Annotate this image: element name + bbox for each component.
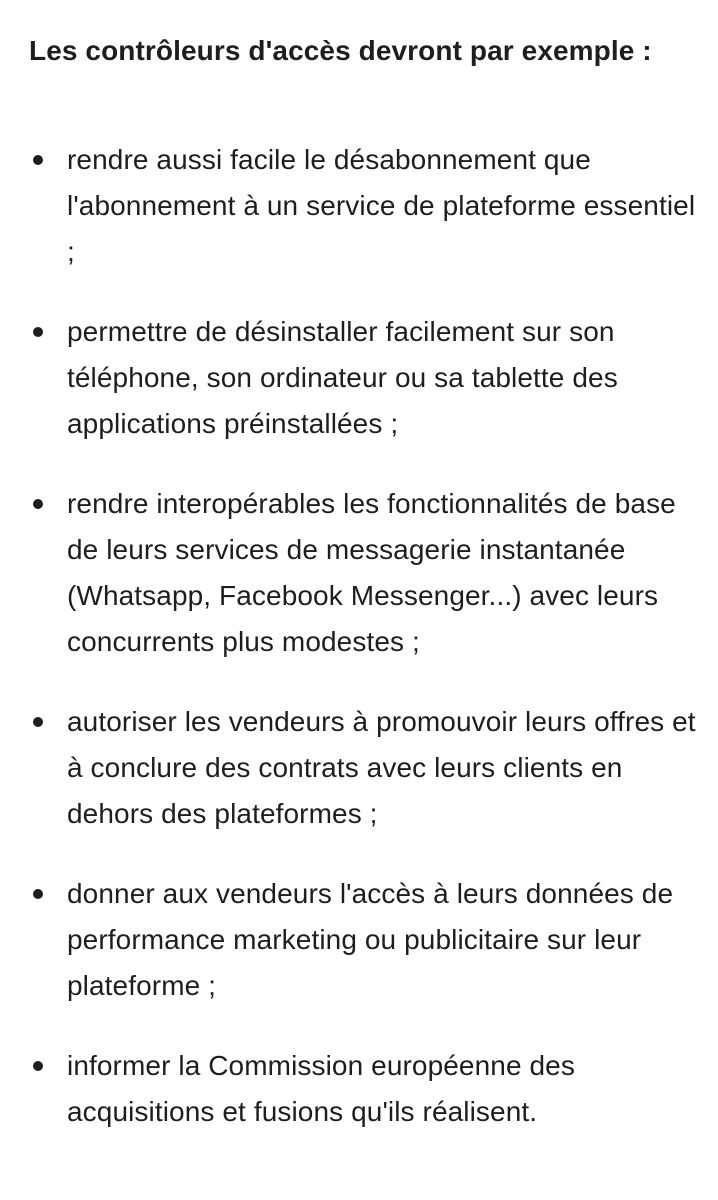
list-item-text: rendre interopérables les fonctionnalités de base de leurs services de messagerie instantanée (Whatsapp, Facebook Messenger...) avec leurs concurrents plus modestes ; [67, 488, 676, 657]
list-item-text: autoriser les vendeurs à promouvoir leurs offres et à conclure des contrats avec leurs clients en dehors des plateformes ; [67, 706, 696, 829]
bullet-icon [33, 155, 43, 165]
list-item [29, 137, 699, 275]
list-item [29, 481, 699, 665]
bullet-icon [33, 889, 43, 899]
list-item [29, 699, 699, 837]
bullet-icon [33, 327, 43, 337]
bullet-icon [33, 1061, 43, 1071]
list-item [29, 309, 699, 447]
list-item [29, 1043, 699, 1135]
intro-paragraph: Les contrôleurs d'accès devront par exemple : [29, 35, 652, 66]
bullet-icon [33, 499, 43, 509]
bullet-icon [33, 717, 43, 727]
list-item-text: donner aux vendeurs l'accès à leurs données de performance marketing ou publicitaire sur leur plateforme ; [67, 878, 674, 1001]
list-item-text: rendre aussi facile le désabonnement que l'abonnement à un service de plateforme essentiel ; [67, 144, 696, 267]
list-item-text: informer la Commission européenne des acquisitions et fusions qu'ils réalisent. [67, 1050, 575, 1127]
obligations-list [29, 137, 699, 1135]
article-content [29, 28, 699, 1169]
list-item-text: permettre de désinstaller facilement sur son téléphone, son ordinateur ou sa tablette des applications préinstallées ; [67, 316, 618, 439]
list-item [29, 871, 699, 1009]
